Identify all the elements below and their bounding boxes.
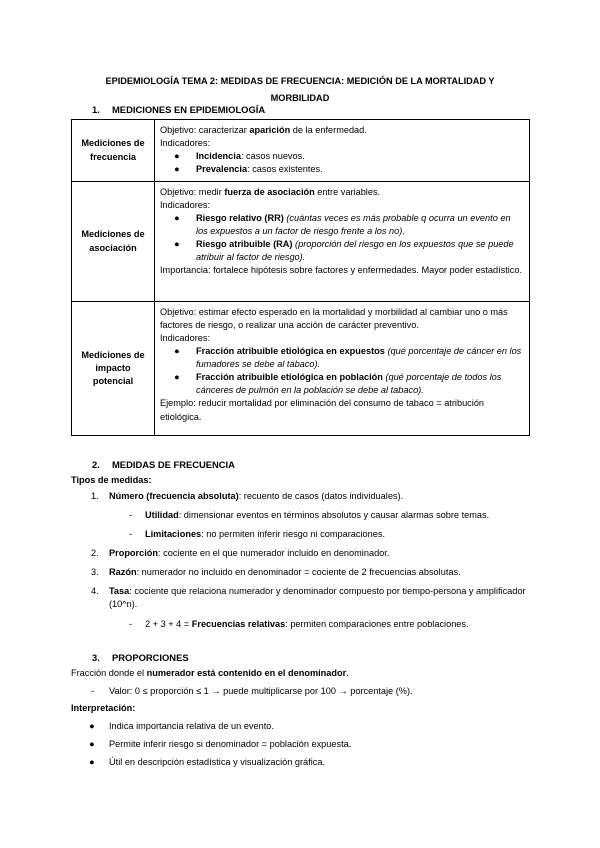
indicators-label: Indicadores: [160, 333, 211, 344]
term-note: (cuántas veces es más probable q ocurra un evento en los expuestos a un factor de riesgo frente a los no). [196, 213, 511, 237]
document-title: EPIDEMIOLOGÍA TEMA 2: MEDIDAS DE FRECUENCIA: MEDICIÓN DE LA MORTALIDAD Y MORBILIDAD [105, 76, 495, 103]
section-1-number: 1. [92, 104, 100, 115]
objective-bold: fuerza de asociación [224, 187, 315, 197]
term-text: : casos existentes. [247, 164, 323, 175]
list-item [71, 528, 541, 541]
term: Prevalencia [196, 164, 248, 175]
term-note: (qué porcentaje de cáncer en los fumadores se debe al tabaco). [196, 346, 522, 370]
term: Razón [109, 567, 137, 578]
bullet-icon: ● [174, 346, 180, 357]
term-prefix: 2 + 3 + 4 = [145, 618, 192, 629]
objective-text-end: entre variables. [314, 187, 381, 197]
objective-text: Objetivo: caracterizar [160, 125, 250, 135]
bullet-icon: ● [174, 164, 180, 175]
section-1-title: MEDICIONES EN EPIDEMIOLOGÍA [112, 104, 266, 115]
item-text: Útil en descripción estadística y visualización gráfica. [109, 757, 326, 768]
term-text: : no permiten inferir riesgo ni comparaciones. [201, 529, 386, 540]
list-item [71, 685, 541, 698]
dash-icon: - [129, 510, 133, 521]
section-1-heading [92, 103, 265, 116]
bullet-icon: ● [174, 372, 180, 383]
term-text: : cociente que relaciona numerador y denominador compuesto por tiempo-persona y amplificador (10^n). [109, 586, 526, 610]
section-3-heading [92, 651, 189, 664]
item-number: 1. [91, 491, 99, 502]
bullet-icon: ● [174, 239, 180, 250]
list-item [71, 720, 541, 733]
term: Riesgo atribuible (RA) [196, 239, 293, 250]
term-text: : permiten comparaciones entre poblaciones. [285, 618, 469, 629]
bullet-icon: ● [89, 739, 95, 750]
list-item [160, 238, 524, 264]
term: Fracción atribuible etiológica en población [196, 372, 383, 383]
term: Limitaciones [145, 529, 202, 540]
bullet-icon: ● [89, 757, 95, 768]
types-label: Tipos de medidas: [71, 475, 152, 485]
list-item [71, 756, 541, 769]
bullet-icon: ● [174, 213, 180, 224]
list-item [160, 345, 524, 371]
list-item [71, 738, 541, 751]
list-item [71, 618, 541, 631]
proportions-section [71, 667, 541, 769]
term-text: : numerador no incluido en denominador = cociente de 2 frecuencias absolutas. [136, 567, 461, 578]
list-item [71, 547, 541, 560]
objective-text: Objetivo: medir [160, 187, 225, 197]
objective-text: Objetivo: estimar efecto esperado en la mortalidad y morbilidad al cambiar uno o más factores de riesgo, o realizar una acción de carácter preventivo. [160, 307, 508, 331]
table-row [72, 120, 530, 182]
section-3-title: PROPORCIONES [112, 652, 189, 663]
term-text: : casos nuevos. [240, 151, 305, 162]
list-item [71, 585, 541, 611]
definition-bold: numerador está contenido en el denominador [146, 668, 347, 678]
section-2-heading [92, 458, 235, 471]
term: Incidencia [196, 151, 241, 162]
term: Número (frecuencia absoluta) [109, 491, 239, 502]
measurements-table [71, 119, 530, 436]
section-3-number: 3. [92, 652, 100, 663]
value-range-text: Valor: 0 ≤ proporción ≤ 1 → puede multiplicarse por 100 → porcentaje (%). [109, 686, 413, 697]
term-text: : recuento de casos (datos individuales). [238, 491, 404, 502]
list-item [160, 163, 524, 176]
row-body-frecuencia [155, 120, 530, 182]
term: Utilidad [145, 510, 179, 521]
row-body-asociacion [155, 182, 530, 302]
importance-note: Importancia: fortalece hipótesis sobre factores y enfermedades. Mayor poder estadístico. [160, 265, 523, 276]
term: Proporción [109, 548, 159, 559]
frequency-measures-list [71, 474, 541, 631]
list-item [71, 490, 541, 503]
term: Tasa [109, 586, 130, 597]
row-label-asociacion: Mediciones de asociación [72, 182, 155, 302]
definition [71, 667, 541, 680]
section-2-number: 2. [92, 459, 100, 470]
table-row [72, 302, 530, 436]
indicators-label: Indicadores: [160, 138, 211, 149]
list-item [71, 566, 541, 579]
term-note: (proporción del riesgo en los expuestos que se puede atribuir al factor de riesgo). [196, 239, 514, 263]
item-text: Indica importancia relativa de un evento. [109, 721, 274, 732]
row-label-frecuencia: Mediciones de frecuencia [72, 120, 155, 182]
section-2-title: MEDIDAS DE FRECUENCIA [112, 459, 235, 470]
dash-icon: - [91, 686, 95, 697]
example-note: Ejemplo: reducir mortalidad por eliminación del consumo de tabaco = atribución etiológica. [160, 398, 485, 422]
row-label-impacto: Mediciones de impacto potencial [72, 302, 155, 436]
term: Fracción atribuible etiológica en expuestos [196, 346, 385, 357]
term: Frecuencias relativas [191, 618, 286, 629]
item-text: Permite inferir riesgo si denominador = población expuesta. [109, 739, 352, 750]
interpretation-label: Interpretación: [71, 703, 136, 714]
row-body-impacto [155, 302, 530, 436]
term-note: (qué porcentaje de todos los cánceres de pulmón en la población se debe al tabaco). [196, 372, 502, 396]
objective-bold: aparición [249, 125, 291, 135]
item-number: 2. [91, 548, 99, 559]
bullet-icon: ● [174, 151, 180, 162]
item-number: 3. [91, 567, 99, 578]
table-row [72, 182, 530, 302]
term-text: : cociente en el que numerador incluido en denominador. [158, 548, 390, 559]
objective-text-end: de la enfermedad. [290, 125, 367, 135]
dash-icon: - [129, 529, 133, 540]
term: Riesgo relativo (RR) [196, 213, 284, 224]
list-item [160, 371, 524, 397]
item-number: 4. [91, 586, 99, 597]
bullet-icon: ● [89, 721, 95, 732]
term-text: : dimensionar eventos en términos absolutos y causar alarmas sobre temas. [178, 510, 490, 521]
list-item [160, 212, 524, 238]
indicators-label: Indicadores: [160, 200, 211, 211]
list-item [71, 509, 541, 522]
dash-icon: - [129, 618, 133, 629]
definition-text: Fracción donde el [71, 668, 147, 678]
list-item [160, 150, 524, 163]
definition-end: . [346, 668, 349, 678]
